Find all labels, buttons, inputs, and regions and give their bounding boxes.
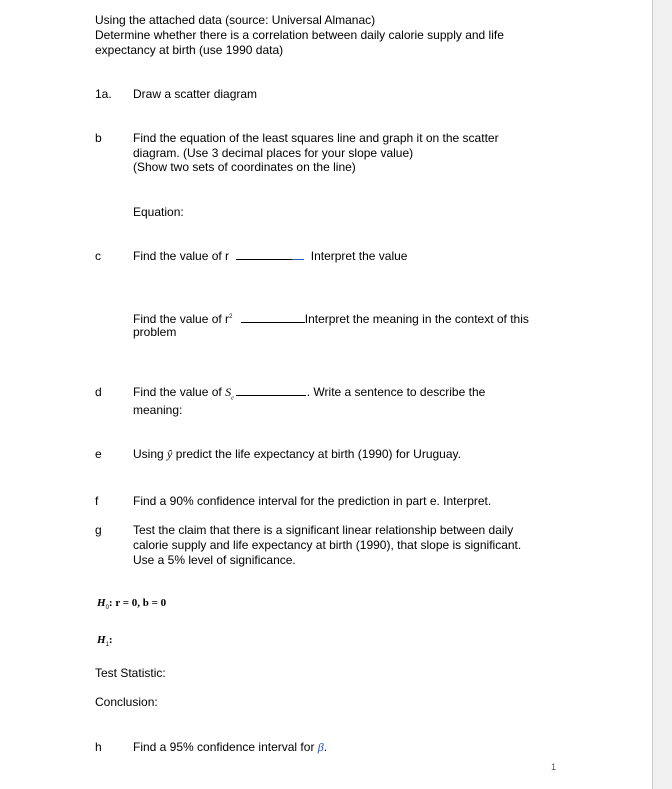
question-d-row: [133, 385, 485, 406]
y-hat-symbol: ŷ: [167, 447, 173, 461]
question-e-label: e: [95, 447, 102, 461]
question-b-line-2: diagram. (Use 3 decimal places for your slope value): [133, 146, 414, 160]
question-c-r2-row: [133, 310, 529, 327]
question-c-r-row: [133, 249, 407, 264]
test-statistic-label: Test Statistic:: [95, 666, 166, 680]
question-e-row: [133, 447, 461, 462]
question-b-line-3: (Show two sets of coordinates on the line): [133, 160, 356, 174]
question-g-line-2: calorie supply and life expectancy at birth (1990), that slope is significant.: [133, 538, 522, 552]
r-interpret-prompt: Interpret the value: [310, 249, 408, 263]
question-e-before: Using: [133, 447, 164, 461]
question-d-line-2: meaning:: [133, 403, 183, 417]
question-d-label: d: [95, 385, 102, 399]
r2-superscript: 2: [229, 314, 233, 320]
intro-line-3: expectancy at birth (use 1990 data): [95, 43, 284, 57]
equation-label: Equation:: [133, 205, 184, 219]
question-h-label: h: [95, 740, 102, 754]
r-answer-link: [292, 249, 304, 260]
question-h-row: [133, 740, 327, 755]
r2-prompt: Find the value of r: [133, 312, 230, 326]
question-h-text: Find a 95% confidence interval for: [133, 740, 315, 754]
beta-symbol: β: [317, 740, 324, 754]
r2-answer-blank[interactable]: [241, 312, 305, 323]
vertical-scrollbar[interactable]: [653, 0, 672, 789]
page-number: 1: [551, 762, 557, 772]
se-symbol: $S_e$: [225, 385, 234, 402]
conclusion-label: Conclusion:: [95, 695, 158, 709]
se-prompt: Find the value of: [133, 385, 222, 399]
question-b-line-1: Find the equation of the least squares line and graph it on the scatter: [133, 131, 499, 145]
question-e-after: predict the life expectancy at birth (1990) for Uruguay.: [175, 447, 461, 461]
question-g-line-1: Test the claim that there is a significant linear relationship between daily: [133, 523, 514, 537]
question-c-r2-line-2: problem: [133, 325, 177, 339]
r2-interpret-prompt: Interpret the meaning in the context of this: [304, 312, 529, 326]
intro-line-2: Determine whether there is a correlation between daily calorie supply and life: [95, 28, 504, 42]
question-f-label: f: [95, 494, 99, 508]
intro-line-1: Using the attached data (source: Universal Almanac): [95, 13, 376, 27]
question-h-end: .: [323, 740, 328, 754]
question-c-label: c: [95, 249, 101, 263]
question-1a-text: Draw a scatter diagram: [133, 87, 258, 101]
question-b-label: b: [95, 131, 102, 145]
se-describe-prompt: . Write a sentence to describe the: [306, 385, 486, 399]
question-g-label: g: [95, 523, 102, 537]
question-g-line-3: Use a 5% level of significance.: [133, 553, 296, 567]
se-answer-blank[interactable]: [236, 385, 306, 396]
r-answer-blank[interactable]: [236, 249, 292, 260]
alternative-hypothesis: $H_1$:: [97, 634, 113, 649]
r-prompt: Find the value of r: [133, 249, 230, 263]
question-f-text: Find a 90% confidence interval for the prediction in part e. Interpret.: [133, 494, 492, 508]
question-1a-label: 1a.: [95, 87, 112, 101]
null-hypothesis: $H_0$: r = 0, b = 0: [97, 597, 167, 612]
